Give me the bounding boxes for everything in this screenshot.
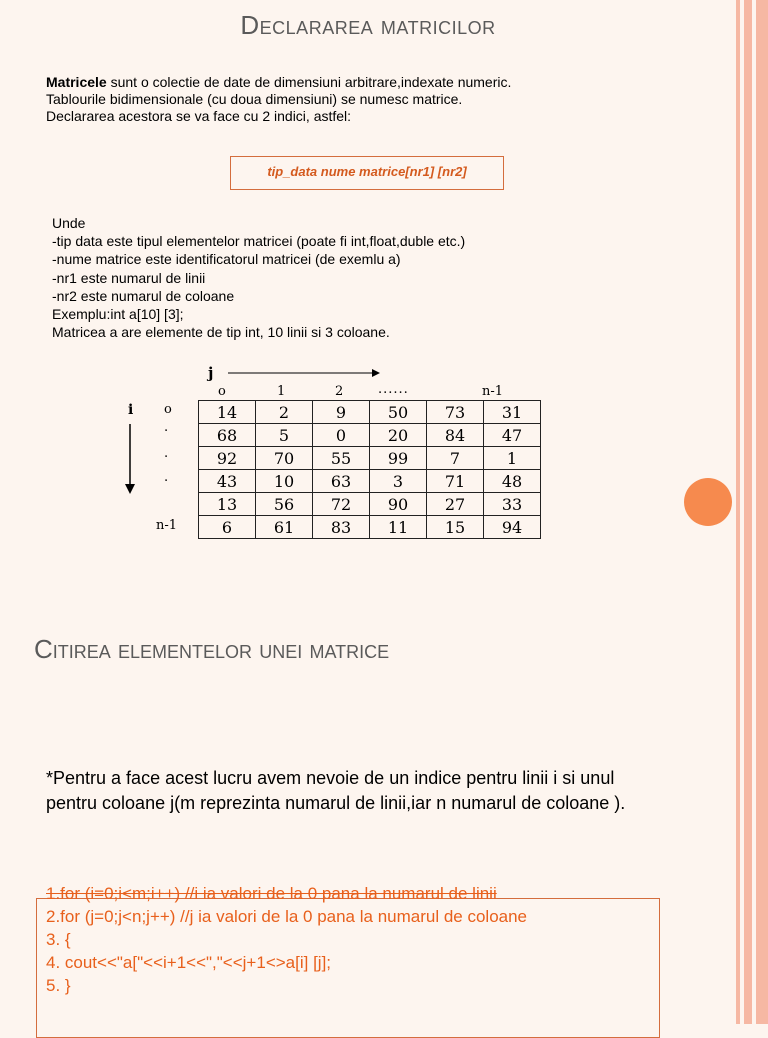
matrix-cell: 2 [256, 401, 313, 424]
decor-stripe-3 [756, 0, 768, 1024]
matrix-cell: 27 [427, 493, 484, 516]
matrix-cell: 83 [313, 516, 370, 539]
unde-line: Matricea a are elemente de tip int, 10 linii si 3 coloane. [52, 324, 390, 341]
unde-line: Unde [52, 215, 86, 231]
matrix-row [199, 401, 541, 424]
matrix-cell: 56 [256, 493, 313, 516]
matrix-cell: 9 [313, 401, 370, 424]
unde-list [52, 214, 465, 341]
col-header: ...... [378, 382, 409, 397]
matrix-cell: 0 [313, 424, 370, 447]
section2-title: Citirea elementelor unei matrice [34, 634, 390, 664]
unde-line: -nume matrice este identificatorul matricei (de exemlu a) [52, 251, 401, 268]
matrix-figure [120, 364, 550, 554]
matrix-cell: 43 [199, 470, 256, 493]
row-label: o [164, 402, 172, 417]
code-line: 1.for (i=0;i<m;i++) //i ia valori de la 0 pana la numarul de linii [46, 884, 497, 903]
matrix-cell: 73 [427, 401, 484, 424]
matrix-cell: 84 [427, 424, 484, 447]
matrix-cell: 90 [370, 493, 427, 516]
row-label: . [164, 446, 169, 461]
row-label: . [164, 470, 169, 485]
matrix-cell: 7 [427, 447, 484, 470]
matrix-cell: 5 [256, 424, 313, 447]
matrix-cell: 20 [370, 424, 427, 447]
matrix-cell: 33 [484, 493, 541, 516]
col-axis-arrowhead [372, 369, 380, 377]
matrix-cell: 63 [313, 470, 370, 493]
para-line: pentru coloane j(m reprezinta numarul de linii,iar n numarul de coloane ). [46, 793, 626, 813]
syntax-box: tip_data nume matrice[nr1] [nr2] [230, 156, 504, 190]
decor-circle [684, 478, 732, 526]
intro-rest: sunt o colectie de date de dimensiuni arbitrare,indexate numeric. [106, 74, 512, 90]
matrix-cell: 55 [313, 447, 370, 470]
section2-paragraph [46, 766, 625, 816]
decor-stripe-1 [736, 0, 740, 1024]
section1-title: Declararea matricilor [240, 10, 496, 40]
intro-paragraph [46, 74, 511, 125]
col-header: 2 [335, 384, 344, 399]
col-header: 1 [277, 384, 286, 399]
row-axis-label: i [128, 402, 134, 418]
matrix-cell: 31 [484, 401, 541, 424]
intro-line2: Tablourile bidimensionale (cu doua dimensiuni) se numesc matrice. [46, 91, 463, 107]
matrix-cell: 14 [199, 401, 256, 424]
intro-bold: Matricele [46, 74, 107, 90]
code-line: 2.for (j=0;j<n;j++) //j ia valori de la 0 pana la numarul de coloane [46, 907, 528, 926]
code-line: 3. { [46, 930, 71, 949]
matrix-cell: 71 [427, 470, 484, 493]
unde-line: -nr2 este numarul de coloane [52, 287, 235, 304]
matrix-cell: 72 [313, 493, 370, 516]
matrix-row [199, 447, 541, 470]
row-label: n-1 [156, 518, 178, 533]
matrix-row [199, 424, 541, 447]
matrix-cell: 99 [370, 447, 427, 470]
code-block [46, 882, 527, 997]
matrix-cell: 13 [199, 493, 256, 516]
unde-line: -tip data este tipul elementelor matricei (poate fi int,float,duble etc.) [52, 233, 466, 250]
matrix-cell: 94 [484, 516, 541, 539]
matrix-cell: 15 [427, 516, 484, 539]
decor-stripe-2 [744, 0, 752, 1024]
matrix-cell: 92 [199, 447, 256, 470]
col-header: n-1 [482, 384, 504, 399]
matrix-cell: 11 [370, 516, 427, 539]
col-header: o [218, 384, 226, 399]
matrix-cell: 48 [484, 470, 541, 493]
matrix-cell: 70 [256, 447, 313, 470]
row-label: . [164, 420, 169, 435]
row-axis-arrowhead [125, 484, 135, 494]
matrix-cell: 50 [370, 401, 427, 424]
matrix-cell: 6 [199, 516, 256, 539]
unde-line: Exemplu:int a[10] [3]; [52, 306, 184, 323]
code-line: 5. } [46, 976, 71, 995]
matrix-row [199, 470, 541, 493]
matrix-table [198, 400, 541, 539]
matrix-cell: 1 [484, 447, 541, 470]
col-axis-label: j [208, 364, 214, 382]
unde-line: -nr1 este numarul de linii [52, 269, 206, 286]
matrix-cell: 3 [370, 470, 427, 493]
matrix-row [199, 516, 541, 539]
matrix-cell: 68 [199, 424, 256, 447]
intro-line3: Declararea acestora se va face cu 2 indici, astfel: [46, 108, 352, 124]
matrix-cell: 47 [484, 424, 541, 447]
matrix-cell: 61 [256, 516, 313, 539]
matrix-row [199, 493, 541, 516]
matrix-cell: 10 [256, 470, 313, 493]
code-line: 4. cout<<"a["<<i+1<<","<<j+1<>a[i] [j]; [46, 953, 332, 972]
para-line: *Pentru a face acest lucru avem nevoie de un indice pentru linii i si unul [46, 768, 615, 788]
